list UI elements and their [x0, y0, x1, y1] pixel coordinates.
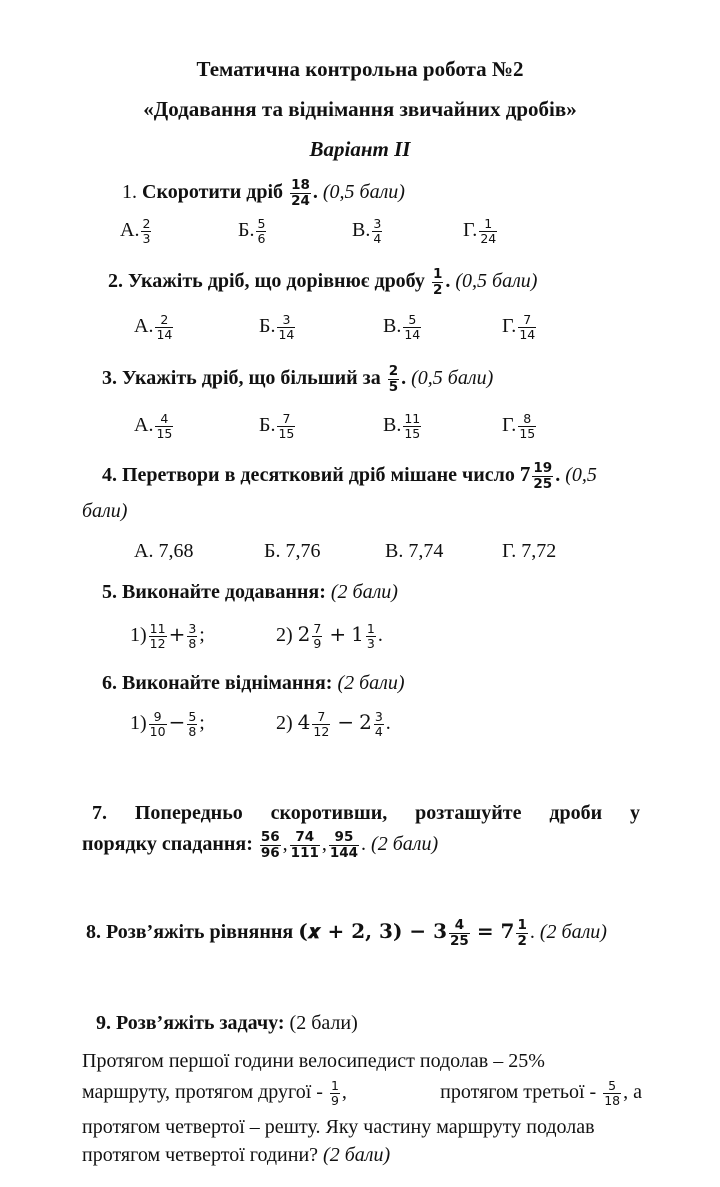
q1-option-c: В. $\frac{3}{4}$: [352, 216, 382, 246]
question-7-line-2: порядку спадання: $\frac{56}{96}$ , $\frac{74}{111}$ , $\frac{95}{144}$ . (2 бали): [82, 829, 439, 861]
question-1: 1. Скоротити дріб $\frac{18}{24}$ . (0,5 бали): [122, 177, 405, 209]
q9-paragraph-line-4: протягом четвертої години? (2 бали): [82, 1144, 391, 1166]
fraction: $\frac{18}{24}$: [291, 177, 310, 209]
question-7-line-1: 7. Попередньо скоротивши, розташуйте дроби у: [92, 802, 640, 824]
q4-option-a: А. 7,68: [134, 540, 194, 562]
page-subtitle: «Додавання та віднімання звичайних дробів»: [143, 97, 577, 121]
q4-option-b: Б. 7,76: [264, 540, 321, 562]
question-8: 8. Розв’яжіть рівняння (𝒙 + 𝟐, 𝟑) − 𝟑 $\frac{4}{25}$ = 𝟕 $\frac{1}{2}$ . (2 бали): [86, 917, 607, 949]
q6-expression-2: 2) 4 $\frac{7}{12}$ − 2 $\frac{3}{4}$ .: [276, 709, 391, 739]
q9-paragraph-line-1: Протягом першої години велосипедист подолав – 25%: [82, 1050, 545, 1072]
q4-option-c: В. 7,74: [385, 540, 444, 562]
q6-expression-1: 1) $\frac{9}{10}$ − $\frac{5}{8}$ ;: [130, 709, 205, 739]
question-9: 9. Розв’яжіть задачу: (2 бали): [96, 1012, 358, 1034]
q2-option-c: В. $\frac{5}{14}$: [383, 312, 421, 342]
q5-expression-2: 2) 2 $\frac{7}{9}$ + 1 $\frac{1}{3}$ .: [276, 621, 383, 651]
q1-option-a: А. $\frac{2}{3}$: [120, 216, 151, 246]
fraction: $\frac{1}{2}$: [432, 266, 443, 298]
q1-option-d: Г. $\frac{1}{24}$: [463, 216, 497, 246]
q3-option-b: Б. $\frac{7}{15}$: [259, 411, 295, 441]
q9-paragraph-line-2: маршруту, протягом другої - $\frac{1}{9}$ , протягом третьої - $\frac{5}{18}$ , а: [82, 1078, 642, 1108]
q9-paragraph-line-3: протягом четвертої – решту. Яку частину маршруту подолав: [82, 1116, 595, 1138]
question-4-points-cont: бали): [82, 500, 128, 522]
variant-label: Варіант ІІ: [309, 137, 411, 161]
equation: (𝒙 + 𝟐, 𝟑) − 𝟑: [298, 918, 448, 943]
q2-option-b: Б. $\frac{3}{14}$: [259, 312, 295, 342]
question-5: 5. Виконайте додавання: (2 бали): [102, 581, 398, 603]
q2-option-d: Г. $\frac{7}{14}$: [502, 312, 536, 342]
q1-option-b: Б. $\frac{5}{6}$: [238, 216, 266, 246]
q5-expression-1: 1) $\frac{11}{12}$ + $\frac{3}{8}$ ;: [130, 621, 205, 651]
q2-option-a: А. $\frac{2}{14}$: [134, 312, 173, 342]
q4-option-d: Г. 7,72: [502, 540, 557, 562]
question-2: 2. Укажіть дріб, що дорівнює дробу $\frac{1}{2}$ . (0,5 бали): [108, 266, 538, 298]
page-title: Тематична контрольна робота №2: [196, 57, 524, 81]
fraction: $\frac{19}{25}$: [533, 460, 553, 492]
question-6: 6. Виконайте віднімання: (2 бали): [102, 672, 405, 694]
q3-option-d: Г. $\frac{8}{15}$: [502, 411, 536, 441]
q3-option-a: А. $\frac{4}{15}$: [134, 411, 173, 441]
q3-option-c: В. $\frac{11}{15}$: [383, 411, 421, 441]
question-4: 4. Перетвори в десятковий дріб мішане число 7 $\frac{19}{25}$ . (0,5: [102, 460, 597, 492]
question-3: 3. Укажіть дріб, що більший за $\frac{2}{5}$ . (0,5 бали): [102, 363, 494, 395]
fraction: $\frac{2}{5}$: [388, 363, 399, 395]
